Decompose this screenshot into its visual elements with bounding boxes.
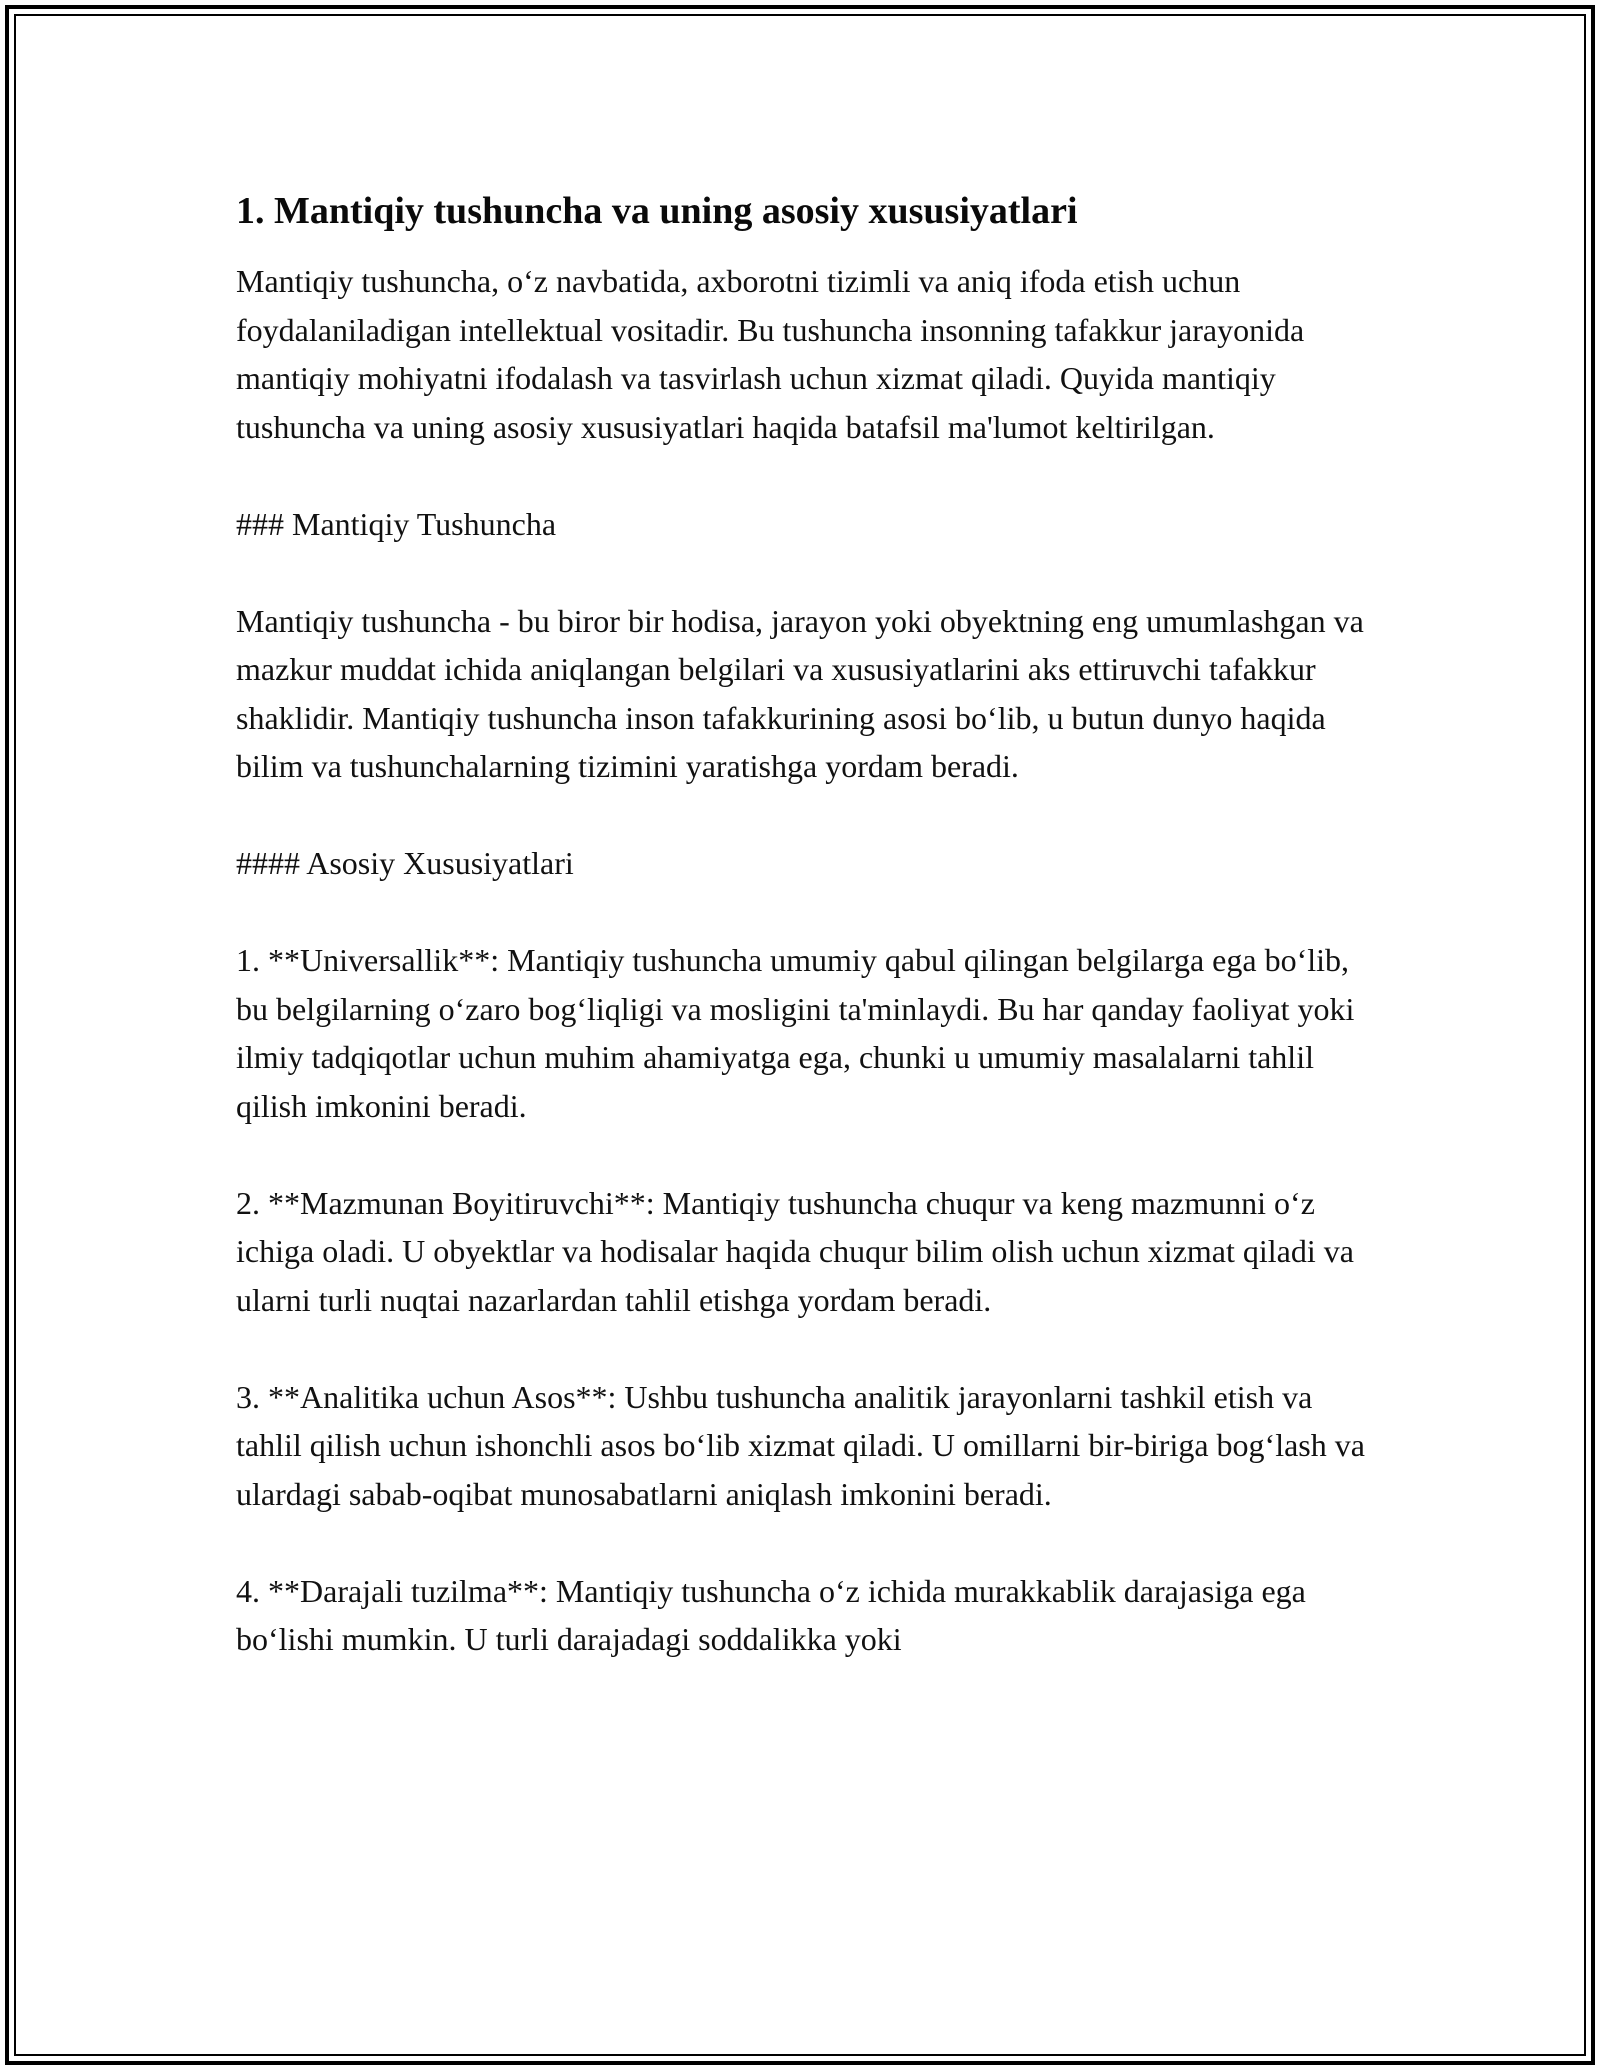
list-item-universallik: 1. **Universallik**: Mantiqiy tushuncha umumiy qabul qilingan belgilarga ega bo‘lib, bu belgilarning o‘zaro bog‘liqligi va mosligini ta'minlaydi. Bu har qanday faoliyat yoki ilmiy tadqiqotlar uchun muhim ahamiyatga ega, chunki u umumiy masalalarni tahlil qilish imkonini beradi. [236, 942, 1355, 1124]
document-body [236, 187, 1376, 1664]
definition-paragraph: Mantiqiy tushuncha - bu biror bir hodisa, jarayon yoki obyektning eng umumlashgan va mazkur muddat ichida aniqlangan belgilari va xususiyatlarini aks ettiruvchi tafakkur shaklidir. Mantiqiy tushuncha inson tafakkurining asosi bo‘lib, u butun dunyo haqida bilim va tushunchalarning tizimini yaratishga yordam beradi. [236, 602, 1364, 784]
list-item-darajali-tuzilma: 4. **Darajali tuzilma**: Mantiqiy tushuncha o‘z ichida murakkablik darajasiga ega bo‘lishi mumkin. U turli darajadagi soddalikka yoki [236, 1572, 1306, 1657]
section-heading-asosiy-xususiyatlari: #### Asosiy Xususiyatlari [236, 845, 574, 881]
section-heading-mantiqiy-tushuncha: ### Mantiqiy Tushuncha [236, 505, 557, 542]
document-title: 1. Mantiqiy tushuncha va uning asosiy xususiyatlari [236, 190, 1078, 232]
intro-paragraph: Mantiqiy tushuncha, o‘z navbatida, axborotni tizimli va aniq ifoda etish uchun foydalaniladigan intellektual vositadir. Bu tushuncha insonning tafakkur jarayonida mantiqiy mohiyatni ifodalash va tasvirlash uchun xizmat qiladi. Quyida mantiqiy tushuncha va uning asosiy xususiyatlari haqida batafsil ma'lumot keltirilgan. [236, 263, 1305, 445]
list-item-analitika-uchun-asos: 3. **Analitika uchun Asos**: Ushbu tushuncha analitik jarayonlarni tashkil etish va tahlil qilish uchun ishonchli asos bo‘lib xizmat qiladi. U omillarni bir-biriga bog‘lash va ulardagi sabab-oqibat munosabatlarni aniqlash imkonini beradi. [236, 1378, 1365, 1512]
list-item-mazmunan-boyitiruvchi: 2. **Mazmunan Boyitiruvchi**: Mantiqiy tushuncha chuqur va keng mazmunni o‘z ichiga oladi. U obyektlar va hodisalar haqida chuqur bilim olish uchun xizmat qiladi va ularni turli nuqtai nazarlardan tahlil etishga yordam beradi. [236, 1184, 1354, 1318]
